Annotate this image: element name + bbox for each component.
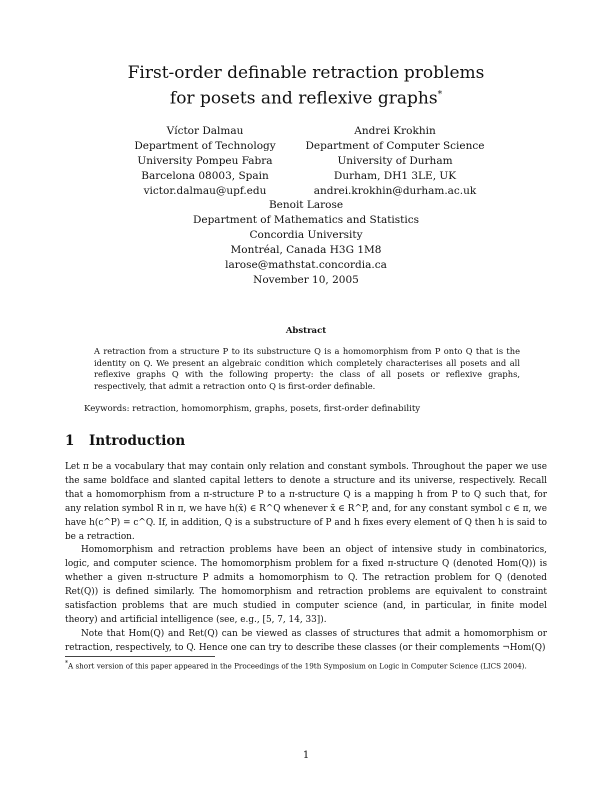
author-address: Durham, DH1 3LE, UK bbox=[333, 170, 457, 182]
paper-date: November 10, 2005 bbox=[253, 274, 359, 286]
footnote bbox=[65, 660, 547, 670]
author-dept: Department of Mathematics and Statistics bbox=[192, 214, 420, 226]
author-block-2 bbox=[290, 124, 500, 199]
footnote-rule bbox=[65, 656, 215, 657]
title-footnote-mark: * bbox=[437, 90, 443, 100]
section-heading bbox=[65, 433, 185, 449]
author-email: victor.dalmau@upf.edu bbox=[143, 185, 267, 197]
title-line-1: First-order definable retraction problems bbox=[127, 63, 485, 83]
author-org: Concordia University bbox=[249, 229, 363, 241]
author-block-1 bbox=[120, 124, 290, 199]
author-name: Víctor Dalmau bbox=[166, 125, 244, 137]
author-address: Barcelona 08003, Spain bbox=[141, 170, 269, 182]
author-address: Montréal, Canada H3G 1M8 bbox=[230, 244, 382, 256]
paper-title bbox=[0, 62, 612, 110]
author-org: University Pompeu Fabra bbox=[137, 155, 273, 167]
author-name: Benoit Larose bbox=[268, 199, 344, 211]
author-dept: Department of Computer Science bbox=[305, 140, 485, 152]
author-email: larose@mathstat.concordia.ca bbox=[225, 259, 387, 271]
footnote-text: A short version of this paper appeared in the Proceedings of the 19th Symposium on Logic in Computer Science (LICS 2004). bbox=[68, 661, 527, 671]
paragraph: Let π be a vocabulary that may contain only relation and constant symbols. Throughout the paper we use the same boldface and slanted capital letters to denote a structure and its universe, respectively. Recall that a homomorphism from a π-structure P to a π-structure Q is a mapping h from P to Q such that, for any relation symbol R in π, we have h(x̄) ∈ R^Q whenever x̄ ∈ R^P, and, for any constant symbol c ∈ π, we have h(c^P) = c^Q. If, in addition, Q is a substructure of P and h fixes every element of Q then h is said to be a retraction. bbox=[65, 462, 547, 542]
paragraph: Homomorphism and retraction problems have been an object of intensive study in combinatorics, logic, and computer science. The homomorphism problem for a fixed π-structure Q (denoted Hom(Q)) is whether a given π-structure P admits a homomorphism to Q. The retraction problem for Q (denoted Ret(Q)) is defined similarly. The homomorphism and retraction problems are equivalent to constraint satisfaction problems that are much studied in computer science (and, in particular, in finite model theory) and artificial intelligence (see, e.g., [5, 7, 14, 33]). bbox=[65, 545, 547, 625]
footnote-mark: * bbox=[65, 660, 68, 667]
body-text bbox=[65, 461, 547, 656]
paragraph: Note that Hom(Q) and Ret(Q) can be viewed as classes of structures that admit a homomorphism or retraction, respectively, to Q. Hence one can try to describe these classes (or their complements ¬Hom(Q) bbox=[65, 628, 547, 653]
author-dept: Department of Technology bbox=[134, 140, 276, 152]
abstract-heading: Abstract bbox=[285, 326, 327, 336]
keywords: Keywords: retraction, homomorphism, graphs, posets, first-order definability bbox=[84, 404, 421, 414]
page-number: 1 bbox=[302, 750, 310, 761]
author-org: University of Durham bbox=[337, 155, 453, 167]
author-block-3 bbox=[0, 198, 612, 273]
section-title: Introduction bbox=[89, 433, 186, 449]
author-name: Andrei Krokhin bbox=[354, 125, 436, 137]
section-number: 1 bbox=[65, 433, 75, 449]
author-email: andrei.krokhin@durham.ac.uk bbox=[313, 185, 477, 197]
title-line-2: for posets and reflexive graphs* bbox=[169, 88, 443, 109]
abstract-text: A retraction from a structure P to its substructure Q is a homomorphism from P onto Q that is the identity on Q. We present an algebraic condition which completely characterises all posets and all reflexive graphs Q with the following property: the class of all posets or reflexive graphs, respectively, that admit a retraction onto Q is first-order definable. bbox=[94, 346, 520, 391]
